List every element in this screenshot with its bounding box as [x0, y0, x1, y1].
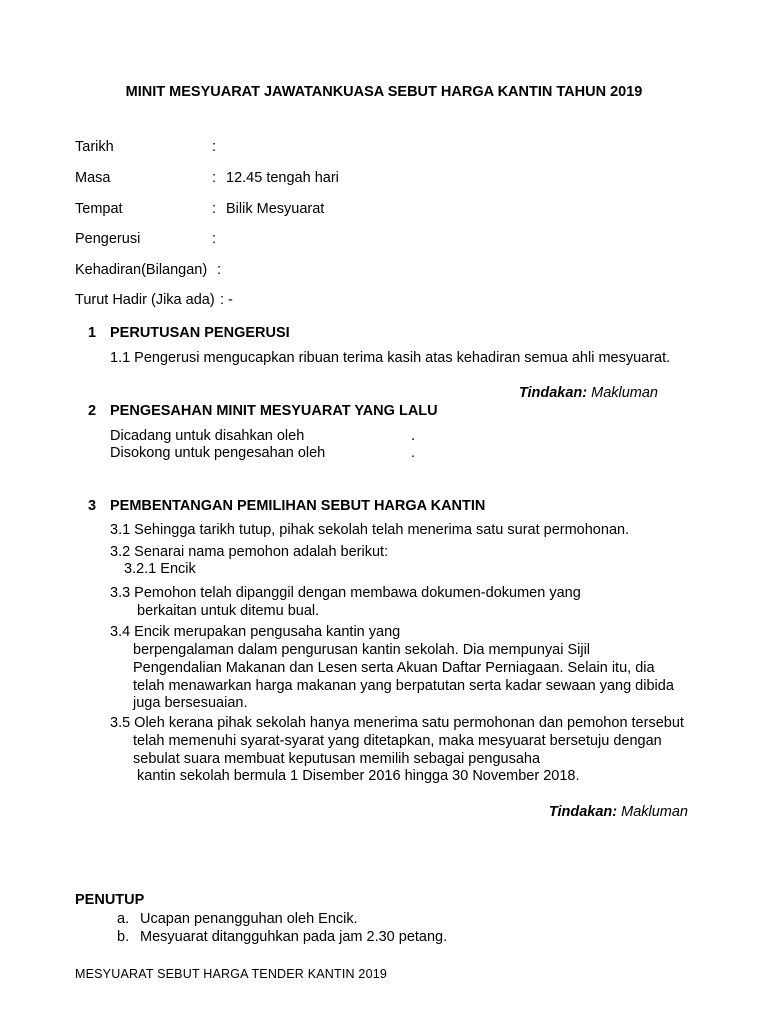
- section-3-line: telah memenuhi syarat-syarat yang ditetapkan, maka mesyuarat bersetuju dengan: [133, 733, 662, 749]
- tindakan-label: Tindakan:: [548, 804, 618, 820]
- section-3-line: 3.2.1 Encik: [124, 561, 196, 577]
- section-3-line: 3.3 Pemohon telah dipanggil dengan membawa dokumen-dokumen yang: [110, 585, 581, 601]
- field-colon-pengerusi: :: [212, 231, 217, 247]
- section-3-line: 3.5 Oleh kerana pihak sekolah hanya menerima satu permohonan dan pemohon tersebut: [110, 715, 684, 731]
- field-label-turut-hadir: Turut Hadir (Jika ada): [75, 292, 215, 308]
- section-2-dot: .: [411, 445, 416, 461]
- section-3-line: berpengalaman dalam pengurusan kantin sekolah. Dia mempunyai Sijil: [133, 642, 591, 658]
- field-colon-turut-hadir: : -: [220, 292, 233, 308]
- page-footer: MESYUARAT SEBUT HARGA TENDER KANTIN 2019: [75, 967, 388, 981]
- section-3-line: Pengendalian Makanan dan Lesen serta Akuan Daftar Perniagaan. Selain itu, dia: [133, 660, 655, 676]
- penutup-item-text: Mesyuarat ditangguhkan pada jam 2.30 petang.: [140, 929, 448, 945]
- section-3-line: juga bersesuaian.: [133, 695, 248, 711]
- section-2-line: Dicadang untuk disahkan oleh: [110, 428, 305, 444]
- section-3-line: telah menawarkan harga makanan yang berpatutan serta kadar sewaan yang dibida: [133, 678, 674, 694]
- field-colon-masa: :: [212, 170, 217, 186]
- tindakan-value: Makluman: [591, 385, 658, 401]
- section-3-line: 3.4 Encik merupakan pengusaha kantin yang: [110, 624, 401, 640]
- section-2-line: Disokong untuk pengesahan oleh: [110, 445, 326, 461]
- section-3-line: kantin sekolah bermula 1 Disember 2016 hingga 30 November 2018.: [137, 768, 580, 784]
- field-colon-kehadiran: :: [217, 262, 222, 278]
- field-value-tempat: Bilik Mesyuarat: [226, 201, 325, 217]
- section-2-number: 2: [88, 403, 97, 419]
- field-colon-tarikh: :: [212, 139, 217, 155]
- field-label-kehadiran: Kehadiran(Bilangan): [75, 262, 208, 278]
- section-3-tindakan: [549, 803, 688, 821]
- section-1-number: 1: [88, 325, 97, 341]
- section-3-line: berkaitan untuk ditemu bual.: [137, 603, 320, 619]
- section-1-title: PERUTUSAN PENGERUSI: [110, 325, 290, 341]
- section-3-number: 3: [88, 498, 97, 514]
- section-2-dot: .: [411, 428, 416, 444]
- section-3-line: sebulat suara membuat keputusan memilih sebagai pengusaha: [133, 751, 541, 767]
- section-2-title: PENGESAHAN MINIT MESYUARAT YANG LALU: [110, 403, 438, 419]
- penutup-item-marker: a.: [117, 911, 130, 927]
- field-label-pengerusi: Pengerusi: [75, 231, 141, 247]
- field-value-masa: 12.45 tengah hari: [226, 170, 339, 186]
- penutup-item-text: Ucapan penangguhan oleh Encik.: [140, 911, 358, 927]
- document-title: MINIT MESYUARAT JAWATANKUASA SEBUT HARGA KANTIN TAHUN 2019: [125, 84, 643, 100]
- section-3-line: 3.1 Sehingga tarikh tutup, pihak sekolah telah menerima satu surat permohonan.: [110, 522, 630, 538]
- tindakan-label: Tindakan:: [518, 385, 588, 401]
- penutup-title: PENUTUP: [75, 892, 145, 908]
- section-3-line: 3.2 Senarai nama pemohon adalah berikut:: [110, 544, 389, 560]
- section-1-line: 1.1 Pengerusi mengucapkan ribuan terima kasih atas kehadiran semua ahli mesyuarat.: [110, 350, 671, 366]
- tindakan-value: Makluman: [621, 804, 688, 820]
- field-label-tempat: Tempat: [75, 201, 123, 217]
- section-1-tindakan: [519, 384, 658, 402]
- field-label-masa: Masa: [75, 170, 111, 186]
- penutup-item-marker: b.: [117, 929, 130, 945]
- field-colon-tempat: :: [212, 201, 217, 217]
- section-3-title: PEMBENTANGAN PEMILIHAN SEBUT HARGA KANTIN: [110, 498, 486, 514]
- field-label-tarikh: Tarikh: [75, 139, 114, 155]
